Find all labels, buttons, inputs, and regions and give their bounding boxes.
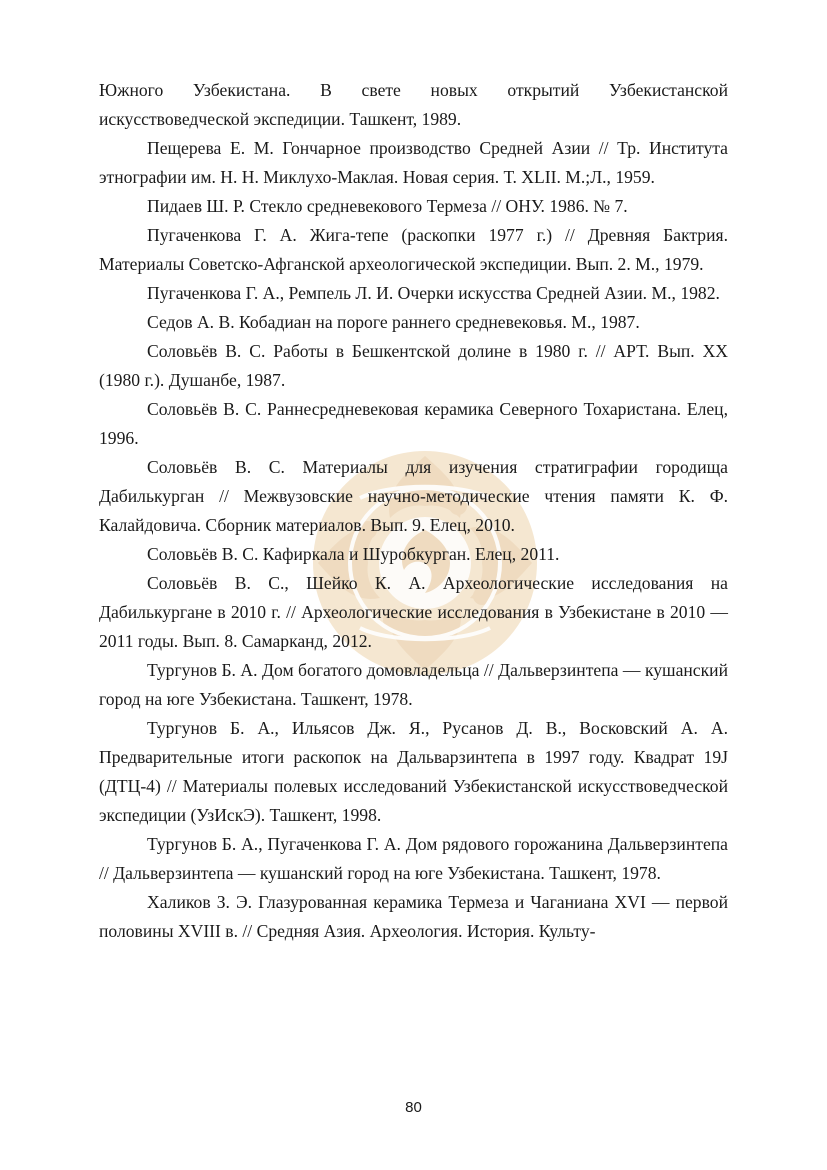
reference-entry: Пидаев Ш. Р. Стекло средневекового Термеза // ОНУ. 1986. № 7. xyxy=(147,196,628,216)
reference-entry: Седов А. В. Кобадиан на пороге раннего средневековья. М., 1987. xyxy=(147,312,640,332)
reference-entry: Соловьёв В. С. Работы в Бешкентской долине в 1980 г. // АРТ. Вып. XX (1980 г.). Душанбе, 1987. xyxy=(99,341,728,390)
reference-entry: Пугаченкова Г. А. Жига-тепе (раскопки 1977 г.) // Древняя Бактрия. Материалы Советско-Афганской археологической экспедиции. Вып. 2. М., 1979. xyxy=(99,225,728,274)
references-list xyxy=(99,76,728,946)
reference-entry: Тургунов Б. А., Ильясов Дж. Я., Русанов Д. В., Восковский А. А. Предварительные итоги раскопок на Дальварзинтепа в 1997 году. Квадрат 19J (ДТЦ-4) // Материалы полевых исследований Узбекистанской искусствоведческой экспедиции (УзИскЭ). Ташкент, 1998. xyxy=(99,718,728,825)
reference-entry: Пугаченкова Г. А., Ремпель Л. И. Очерки искусства Средней Азии. М., 1982. xyxy=(147,283,720,303)
reference-entry: Тургунов Б. А., Пугаченкова Г. А. Дом рядового горожанина Дальверзинтепа // Дальверзинтепа — кушанский город на юге Узбекистана. Ташкент, 1978. xyxy=(99,834,728,883)
reference-entry: Халиков З. Э. Глазурованная керамика Термеза и Чаганиана XVI — первой половины XVIII в. // Средняя Азия. Археология. История. Культу- xyxy=(99,892,728,941)
reference-entry: Соловьёв В. С. Кафиркала и Шуробкурган. Елец, 2011. xyxy=(147,544,560,564)
reference-entry: Соловьёв В. С. Материалы для изучения стратиграфии городища Дабилькурган // Межвузовские научно-методические чтения памяти К. Ф. Калайдовича. Сборник материалов. Вып. 9. Елец, 2010. xyxy=(99,457,728,535)
reference-entry: Соловьёв В. С. Раннесредневековая керамика Северного Тохаристана. Елец, 1996. xyxy=(99,399,728,448)
page-number: 80 xyxy=(405,1099,422,1116)
reference-entry: Соловьёв В. С., Шейко К. А. Археологические исследования на Дабилькургане в 2010 г. // Археологические исследования в Узбекистане в 2010 — 2011 годы. Вып. 8. Самарканд, 2012. xyxy=(99,573,728,651)
reference-entry: Пещерева Е. М. Гончарное производство Средней Азии // Тр. Института этнографии им. Н. Н. Миклухо-Маклая. Новая серия. Т. XLII. М.;Л., 1959. xyxy=(99,138,728,187)
reference-entry: Южного Узбекистана. В свете новых открытий Узбекистанской искусствоведческой экспедиции. Ташкент, 1989. xyxy=(99,80,728,129)
reference-entry: Тургунов Б. А. Дом богатого домовладельца // Дальверзинтепа — кушанский город на юге Узбекистана. Ташкент, 1978. xyxy=(99,660,728,709)
